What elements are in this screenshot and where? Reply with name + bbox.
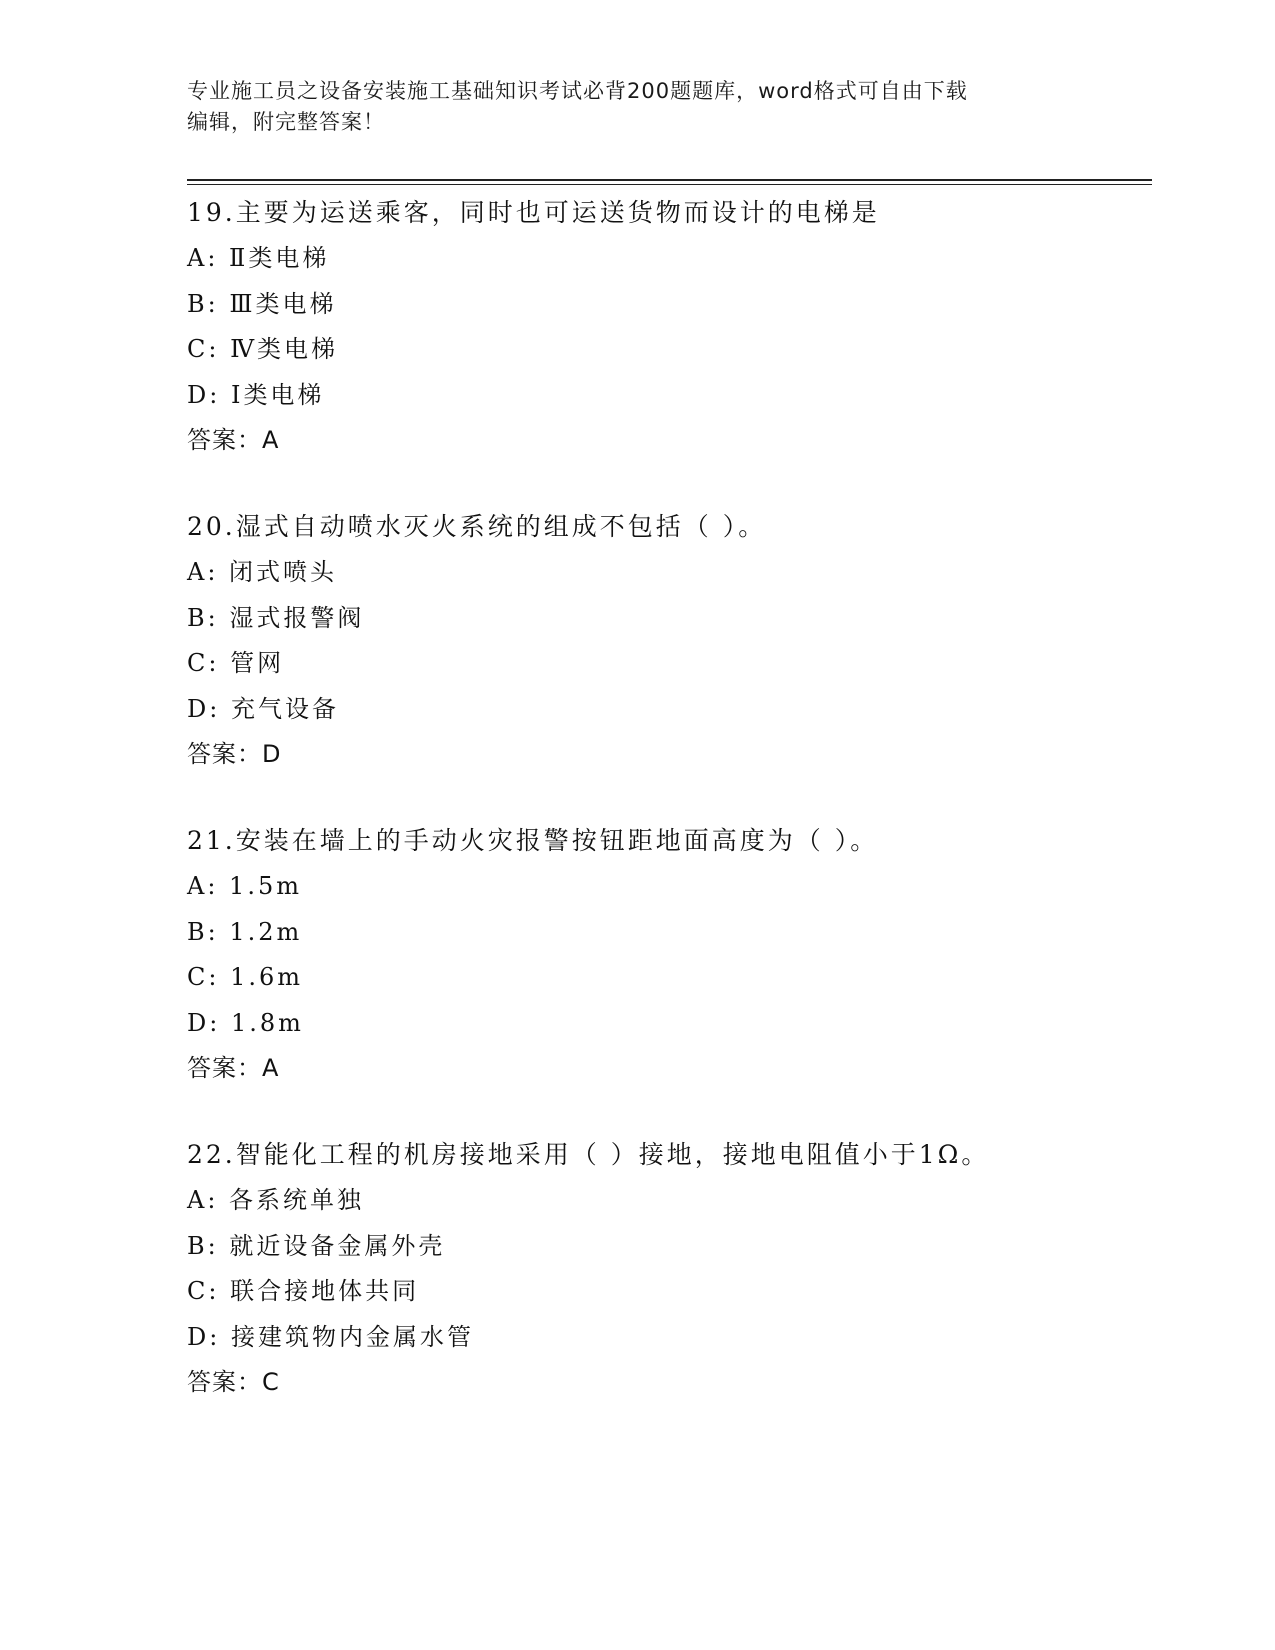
answer-line: 答案：C bbox=[187, 1368, 280, 1396]
header-line-2: 编辑，附完整答案！ bbox=[187, 110, 385, 134]
header-divider-thick bbox=[187, 179, 1152, 181]
option-c: C: 1.6m bbox=[187, 963, 304, 991]
answer-line: 答案：A bbox=[187, 1054, 280, 1082]
answer-line: 答案：D bbox=[187, 740, 282, 768]
question-stem: 20.湿式自动喷水灭火系统的组成不包括（ ）。 bbox=[187, 512, 767, 541]
question-stem: 22.智能化工程的机房接地采用（ ）接地，接地电阻值小于1Ω。 bbox=[187, 1140, 990, 1169]
option-a: A: 闭式喷头 bbox=[187, 558, 338, 586]
question-22 bbox=[187, 1132, 1152, 1405]
option-b: B: 就近设备金属外壳 bbox=[187, 1231, 446, 1260]
question-stem: 21.安装在墙上的手动火灾报警按钮距地面高度为（ ）。 bbox=[187, 826, 879, 855]
question-20 bbox=[187, 504, 1152, 777]
header-line-1: 专业施工员之设备安装施工基础知识考试必背200题题库，word格式可自由下载 bbox=[187, 79, 968, 103]
document-header bbox=[187, 76, 1067, 138]
option-d: D: 充气设备 bbox=[187, 694, 339, 723]
question-21 bbox=[187, 818, 1152, 1091]
question-list bbox=[187, 190, 1152, 1446]
option-c: C: 管网 bbox=[187, 649, 285, 677]
option-d: D: Ⅰ类电梯 bbox=[187, 380, 325, 409]
option-c: C: Ⅳ类电梯 bbox=[187, 335, 339, 363]
answer-line: 答案：A bbox=[187, 426, 280, 454]
option-a: A: 1.5m bbox=[187, 872, 302, 900]
option-b: B: 1.2m bbox=[187, 917, 303, 946]
option-a: A: Ⅱ类电梯 bbox=[187, 244, 330, 272]
option-b: B: Ⅲ类电梯 bbox=[187, 289, 337, 318]
option-a: A: 各系统单独 bbox=[187, 1186, 365, 1214]
option-b: B: 湿式报警阀 bbox=[187, 603, 365, 632]
header-divider-thin bbox=[187, 184, 1152, 185]
option-d: D: 接建筑物内金属水管 bbox=[187, 1322, 474, 1351]
option-d: D: 1.8m bbox=[187, 1008, 304, 1037]
option-c: C: 联合接地体共同 bbox=[187, 1277, 420, 1305]
question-stem: 19.主要为运送乘客，同时也可运送货物而设计的电梯是 bbox=[187, 198, 880, 227]
question-19 bbox=[187, 190, 1152, 463]
